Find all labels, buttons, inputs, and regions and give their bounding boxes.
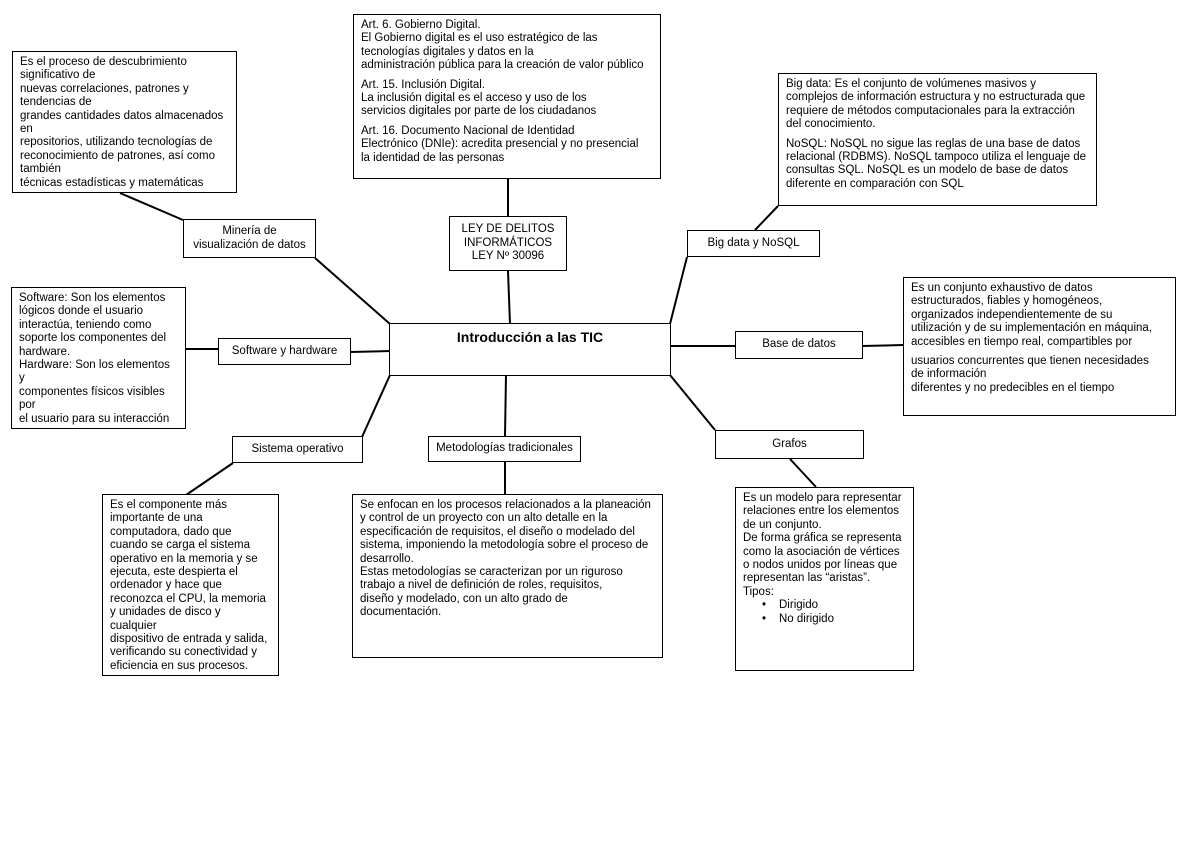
- detail-line: cualquier: [110, 619, 157, 632]
- detail-line: el usuario para su interacción: [19, 412, 170, 425]
- connector: [755, 206, 778, 230]
- detail-line: componentes físicos visibles por: [19, 385, 165, 412]
- list-item: • Dirigido: [779, 599, 906, 612]
- detail-line: diseño y modelado, con un alto grado de: [360, 592, 568, 605]
- detail-line: computadora, dado que: [110, 525, 232, 538]
- detail-line: relaciones entre los elementos: [743, 505, 899, 518]
- detail-line: de información: [911, 368, 987, 381]
- bigdata-detail-box: [778, 73, 1097, 206]
- metodologias-node: [428, 436, 581, 462]
- connector: [790, 459, 816, 487]
- art16-title: Art. 16. Documento Nacional de Identidad: [361, 124, 575, 137]
- basedatos-detail-box: [903, 277, 1176, 416]
- connector: [350, 351, 390, 352]
- detail-line: Hardware: Son los elementos y: [19, 359, 170, 385]
- detail-line: usuarios concurrentes que tienen necesidades: [911, 355, 1149, 368]
- central-topic-title: Introducción a las TIC: [456, 329, 604, 345]
- detail-line: dispositivo de entrada y salida,: [110, 633, 268, 646]
- software-detail-box: [11, 287, 186, 429]
- connector: [670, 257, 687, 324]
- detail-line: Electrónico (DNIe): acredita presencial y no presencial: [361, 138, 639, 151]
- detail-line: representan las “aristas”.: [743, 572, 871, 585]
- detail-line: Estas metodologías se caracterizan por un riguroso: [360, 566, 623, 579]
- ley-label: LEY DE DELITOS INFORMÁTICOS LEY Nº 30096: [461, 223, 555, 263]
- detail-line: utilización y de su implementación en máquina,: [911, 322, 1152, 335]
- detail-line: Software: Son los elementos: [19, 292, 166, 304]
- sistema-detail-box: [102, 494, 279, 676]
- detail-line: como la asociación de vértices: [743, 545, 900, 558]
- ley-detail-box: [353, 14, 661, 179]
- mineria-detail-box: [12, 51, 237, 193]
- bigdata-node: [687, 230, 820, 257]
- detail-line: y unidades de disco y: [110, 606, 221, 619]
- detail-line: ejecuta, este despierta el: [110, 566, 238, 579]
- grafos-label: Grafos: [772, 437, 807, 450]
- detail-line: interactúa, teniendo como: [19, 318, 152, 331]
- detail-line: operativo en la memoria y se: [110, 552, 258, 565]
- detail-line: técnicas estadísticas y matemáticas: [20, 176, 204, 189]
- art15-title: Art. 15. Inclusión Digital.: [361, 78, 486, 91]
- detail-line: De forma gráfica se representa: [743, 532, 902, 545]
- connector: [508, 271, 510, 324]
- detail-line: tecnologías digitales y datos en la: [361, 45, 534, 58]
- detail-line: Es el proceso de descubrimiento significativo de: [20, 56, 187, 82]
- detail-line: organizados independientemente de su: [911, 308, 1113, 321]
- ley-node: [449, 216, 567, 271]
- detail-line: consultas SQL. NoSQL es un modelo de base de datos: [786, 164, 1069, 177]
- central-topic: [389, 323, 671, 376]
- detail-line: Es un modelo para representar: [743, 492, 902, 504]
- detail-line: grandes cantidades datos almacenados en: [20, 109, 224, 136]
- connector: [505, 375, 506, 436]
- detail-line: nuevas correlaciones, patrones y tendencias de: [20, 82, 189, 109]
- detail-line: Big data: Es el conjunto de volúmenes masivos y: [786, 78, 1036, 90]
- detail-line: importante de una: [110, 512, 203, 525]
- metodologias-detail-box: [352, 494, 663, 658]
- detail-line: complejos de información estructura y no estructurada que: [786, 91, 1086, 104]
- detail-line: especificación de requisitos, el diseño o modelado del: [360, 525, 635, 538]
- art6-title: Art. 6. Gobierno Digital.: [361, 19, 481, 31]
- list-item: • No dirigido: [779, 613, 906, 626]
- detail-line: del conocimiento.: [786, 118, 876, 131]
- software-label: Software y hardware: [231, 344, 338, 357]
- detail-line: documentación.: [360, 606, 442, 619]
- connector: [120, 193, 183, 220]
- detail-line: estructurados, fiables y homogéneos,: [911, 295, 1103, 308]
- detail-line: eficiencia en sus procesos.: [110, 659, 249, 672]
- detail-line: soporte los componentes del: [19, 332, 167, 345]
- software-node: [218, 338, 351, 365]
- detail-line: Se enfocan en los procesos relacionados a la planeación: [360, 499, 651, 511]
- mineria-node: [183, 219, 316, 258]
- grafos-node: [715, 430, 864, 459]
- detail-line: Es el componente más: [110, 499, 227, 511]
- detail-line: sistema, imponiendo la metodología sobre el proceso de: [360, 539, 649, 552]
- basedatos-label: Base de datos: [762, 338, 836, 351]
- detail-line: administración pública para la creación de valor público: [361, 59, 644, 72]
- detail-line: ordenador y hace que: [110, 579, 222, 592]
- detail-line: Tipos:: [743, 585, 774, 598]
- detail-line: lógicos donde el usuario: [19, 305, 144, 318]
- connector: [862, 345, 903, 346]
- detail-line: reconozca el CPU, la memoria: [110, 592, 266, 605]
- mineria-label: Minería de visualización de datos: [193, 225, 306, 251]
- sistema-node: [232, 436, 363, 463]
- detail-line: servicios digitales por parte de los ciudadanos: [361, 105, 597, 118]
- detail-line: Es un conjunto exhaustivo de datos: [911, 282, 1093, 294]
- detail-line: diferentes y no predecibles en el tiempo: [911, 381, 1115, 394]
- connector: [670, 375, 715, 430]
- grafos-tipos-list: [743, 599, 906, 626]
- detail-line: requiere de métodos computacionales para la extracción: [786, 104, 1075, 117]
- detail-line: El Gobierno digital es el uso estratégico de las: [361, 32, 598, 45]
- bigdata-label: Big data y NoSQL: [707, 236, 800, 249]
- grafos-detail-box: [735, 487, 914, 671]
- detail-line: relacional (RDBMS). NoSQL tampoco utiliza el lenguaje de: [786, 151, 1086, 164]
- detail-line: NoSQL: NoSQL no sigue las reglas de una base de datos: [786, 137, 1081, 150]
- detail-line: la identidad de las personas: [361, 151, 505, 164]
- detail-line: accesibles en tiempo real, compartibles por: [911, 335, 1133, 348]
- detail-line: y control de un proyecto con un alto detalle en la: [360, 512, 608, 525]
- detail-line: trabajo a nivel de definición de roles, requisitos,: [360, 579, 603, 592]
- detail-line: de un conjunto.: [743, 518, 822, 531]
- detail-line: verificando su conectividad y: [110, 646, 258, 659]
- basedatos-node: [735, 331, 863, 359]
- detail-line: La inclusión digital es el acceso y uso de los: [361, 92, 587, 105]
- connector: [315, 258, 390, 324]
- sistema-label: Sistema operativo: [251, 442, 344, 455]
- connector: [186, 463, 233, 495]
- detail-line: hardware.: [19, 345, 71, 358]
- detail-line: diferente en comparación con SQL: [786, 177, 964, 190]
- detail-line: desarrollo.: [360, 552, 414, 565]
- detail-line: cuando se carga el sistema: [110, 539, 250, 552]
- detail-line: o nodos unidos por líneas que: [743, 559, 898, 572]
- detail-line: repositorios, utilizando tecnologías de: [20, 136, 213, 149]
- detail-line: reconocimiento de patrones, así como también: [20, 149, 215, 176]
- metodologias-label: Metodologías tradicionales: [436, 442, 573, 455]
- connector: [362, 375, 390, 437]
